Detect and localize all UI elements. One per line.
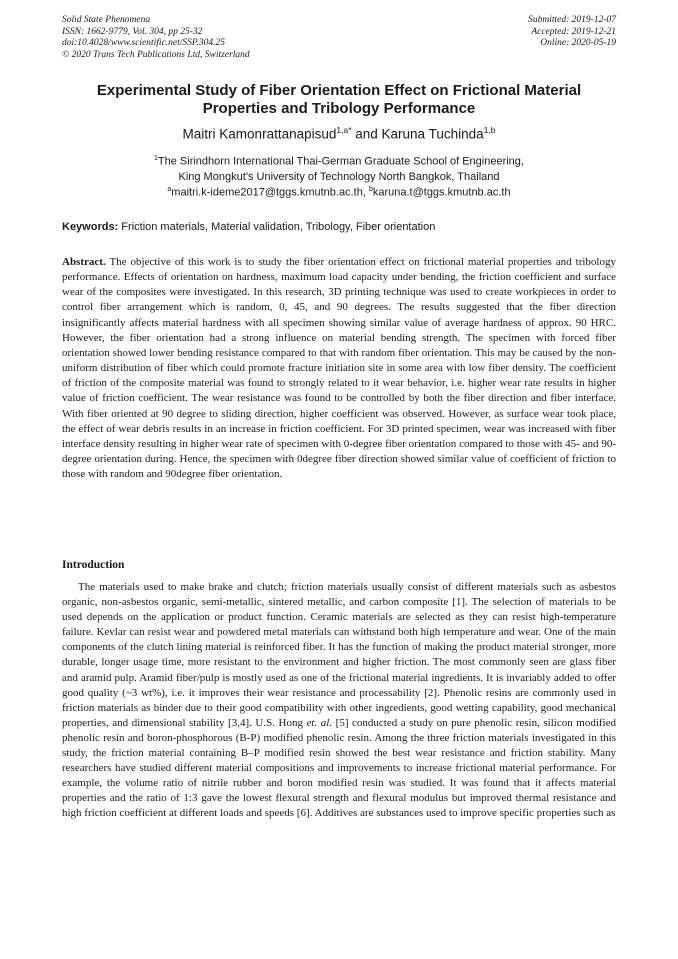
author-1: Maitri Kamonrattanapisud: [182, 126, 337, 142]
affiliation-mark: 1: [154, 155, 158, 162]
keywords: [62, 221, 616, 233]
affiliation-line-2: King Mongkut’s University of Technology North Bangkok, Thailand: [178, 170, 500, 183]
author-2-affil-mark: 1,b: [483, 125, 496, 135]
author-emails: [62, 186, 616, 199]
intro-text-part-1: The materials used to make brake and clutch; friction materials usually consist of different materials such as asbestos organic, non-asbestos organic, semi-metallic, sintered metallic, and carbon composite [1]. The selection of materials to be used depends on the application or product function. Ceramic materials are selected as they can resist high-temperature failure. Kevlar can resist wear and powdered metal materials can withstand both high temperature and wear. One of the main components of the clutch lining material is reinforced fiber. It has the function of making the product material stronger, more durable, longer usage time, more resistant to the environment and higher friction. The most commonly seen are glass fiber and aramid pulp. Aramid fiber/pulp is mostly used as one of the frictional material ingredients. It is invariably added to offer good quality (~3 wt%), i.e. it improves their wear resistance and processability [2]. Phenolic resins are commonly used in friction materials as binder due to their good compatibility with other ingredients, good wetting capability, good mechanical properties, and dimensional stability [3,4]. U.S. Hong: [62, 581, 616, 729]
author-line: [62, 125, 616, 142]
issn-line: ISSN: 1662-9779, Vol. 304, pp 25-32: [62, 26, 203, 37]
submitted-date: Submitted: 2019-12-07: [528, 15, 616, 25]
email-b[interactable]: karuna.t@tggs.kmutnb.ac.th: [372, 186, 511, 199]
journal-name: Solid State Phenomena: [62, 15, 151, 25]
intro-etal: et. al.: [306, 716, 333, 729]
abstract-label: Abstract.: [62, 256, 106, 268]
email-a-mark: a: [167, 186, 172, 193]
paper-title: Experimental Study of Fiber Orientation Effect on Frictional Material Properties and Tribology Performance: [96, 82, 582, 117]
journal-header-right: [528, 15, 616, 50]
affiliation: [62, 151, 616, 185]
keywords-label: Keywords:: [62, 221, 119, 233]
doi-line: doi:10.4028/www.scientific.net/SSP.304.25: [62, 38, 225, 48]
section-heading-introduction: Introduction: [62, 559, 125, 571]
journal-header-left: [62, 15, 250, 61]
email-a[interactable]: maitri.k-ideme2017@tggs.kmutnb.ac.th,: [171, 186, 369, 199]
online-date: Online: 2020-05-19: [540, 38, 616, 48]
affiliation-line-1: The Sirindhorn International Thai-German Graduate School of Engineering,: [157, 155, 524, 168]
introduction-paragraph: [62, 580, 616, 822]
abstract-text: The objective of this work is to study the fiber orientation effect on frictional material properties and tribology performance. Effects of orientation on hardness, maximum load capacity under bending, the friction coefficient and surface wear of the composites were investigated. In this research, 3D printing technique was used to create workpieces in order to control fiber arrangement which is random, 0, 45, and 90 degrees. The results suggested that the fiber direction insignificantly affects material hardness with all specimen showing similar value of average hardness of approx. 90 HRC. However, the fiber orientation had a strong influence on material bending strength. The specimen with forced fiber orientation showed lower bending resistance compared to that with random fiber orientation. This may be caused by the non-uniform distribution of fiber which could promote fracture initiation site in some area with low fiber density. The coefficient of friction of the composite material was found to strongly related to it wear behavior, i.e. higher wear rate results in higher value of friction coefficient. The wear resistance was found to be controlled by both the fiber direction and fiber interface. With fiber oriented at 90 degree to sliding direction, higher coefficient was observed. However, as surface wear took place, the effect of wear debris results in an increase in friction coefficient. For 3D printed specimen, wear was increased with fiber interface density resulting in higher wear rate of specimen with 0-degree fiber orientation compared to those with 45- and 90-degree orientation during. Hence, the specimen with 0degree fiber direction showed similar value of coefficient of friction to those with random and 90degree fiber orientation.: [62, 256, 616, 481]
keywords-text: Friction materials, Material validation, Tribology, Fiber orientation: [118, 221, 436, 233]
author-2: Karuna Tuchinda: [381, 126, 484, 142]
accepted-date: Accepted: 2019-12-21: [531, 26, 616, 37]
author-1-affil-mark: 1,a*: [336, 125, 352, 135]
intro-text-part-2: [5] conducted a study on pure phenolic resin, silicon modified phenolic resin and boron-phosphorous (B-P) modified phenolic resin. Among the three friction materials investigated in this study, the friction material containing B–P modified resin showed the best wear resistance and friction stability. Many researchers have studied different material compositions and improvements to increase frictional material performance. For example, the volume ratio of nitrile rubber and boron modified resin was studied. It was found that it affects material properties and the ratio of 1:3 gave the lowest flexural strength and flexural modulus but improved thermal resistance and high friction coefficient at different loads and speeds [6]. Additives are substances used to improve specific properties such as: [62, 716, 616, 820]
email-b-mark: b: [368, 186, 373, 193]
author-connector: and: [351, 126, 382, 142]
abstract: [62, 255, 616, 482]
copyright-line: © 2020 Trans Tech Publications Ltd, Switzerland: [62, 49, 250, 60]
